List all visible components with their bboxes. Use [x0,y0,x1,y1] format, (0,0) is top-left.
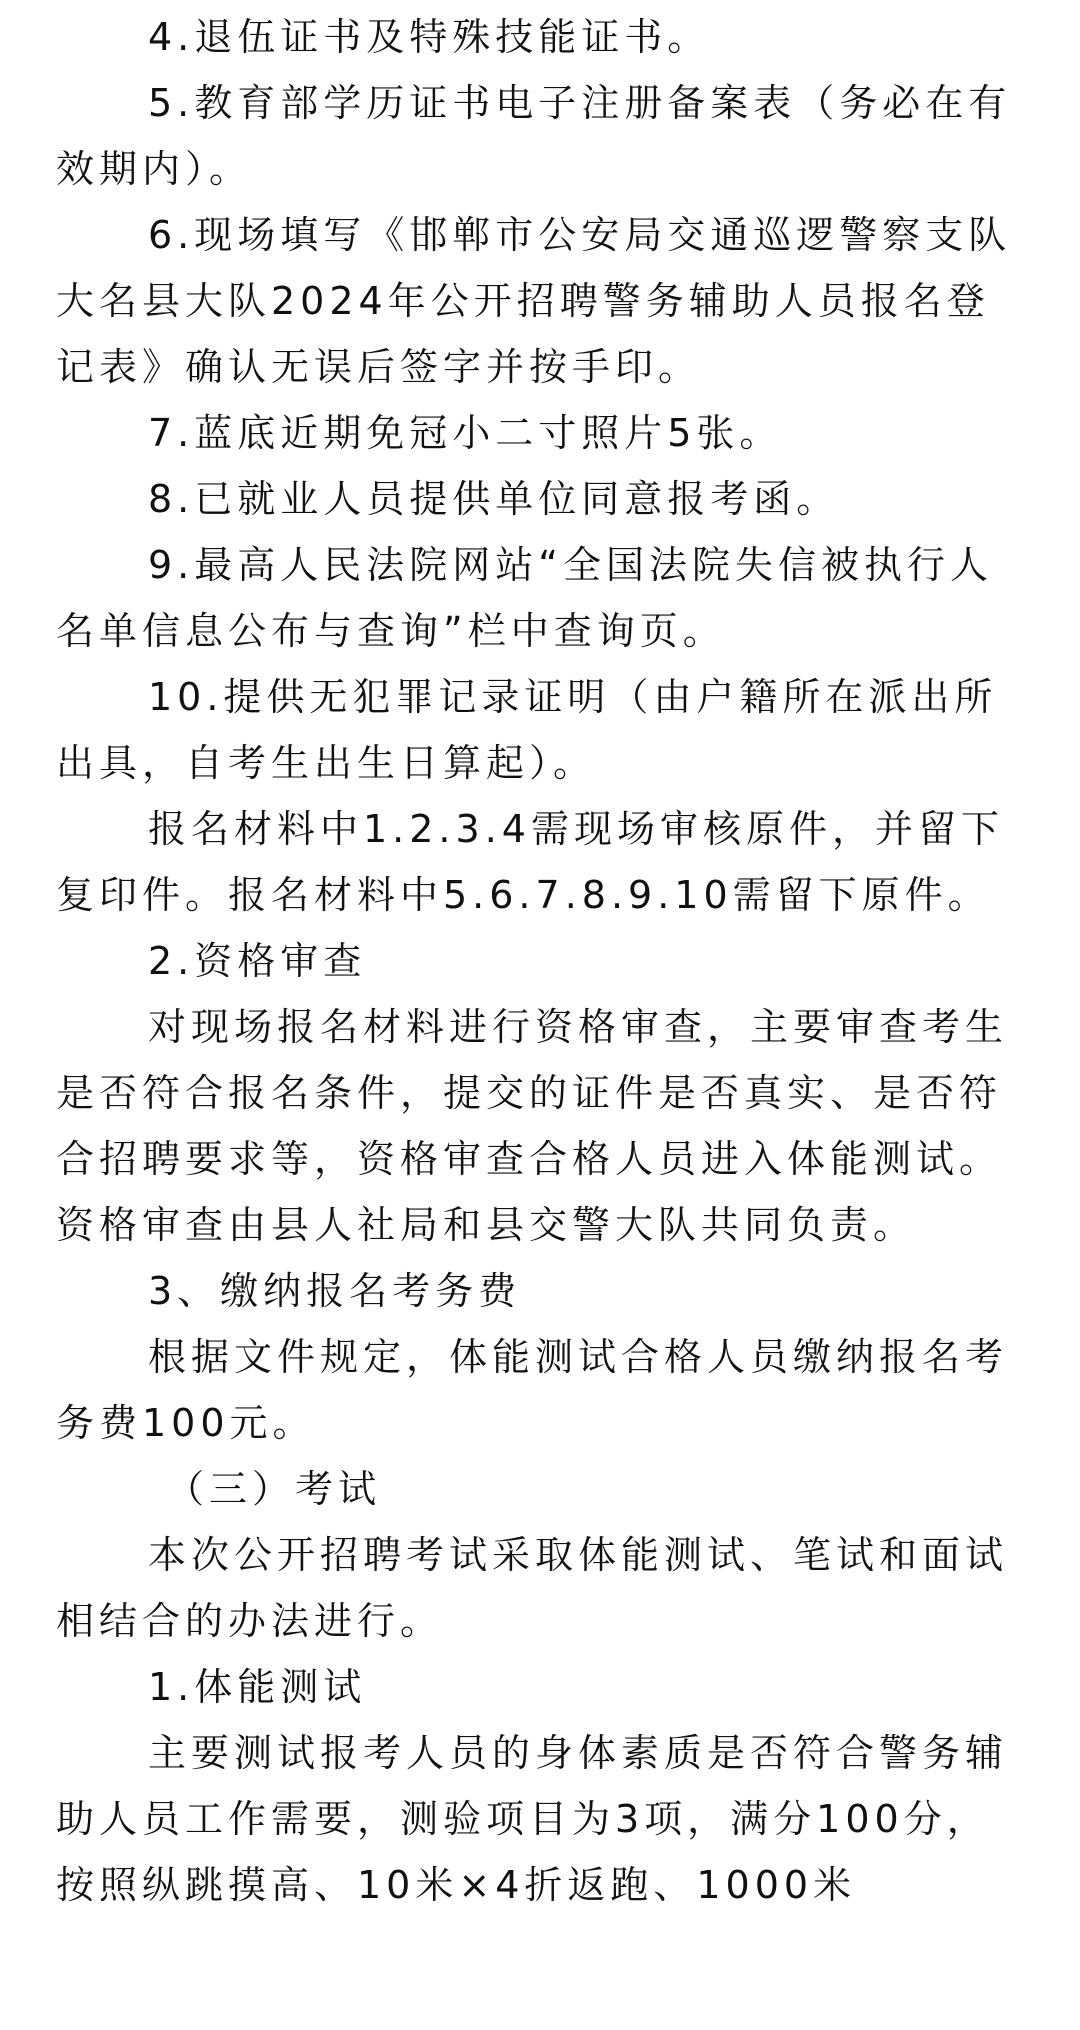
paragraph-item-8: 8.已就业人员提供单位同意报考函。 [148,477,840,521]
paragraph-item-4: 4.退伍证书及特殊技能证书。 [148,15,711,59]
paragraph-item-10: 10.提供无犯罪记录证明（由户籍所在派出所出具，自考生出生日算起）。 [56,675,998,785]
section-heading-qualification-review: 2.资格审查 [148,939,367,983]
section-heading-exam: （三）考试 [166,1467,382,1511]
paragraph-materials-note: 报名材料中1.2.3.4需现场审核原件，并留下复印件。报名材料中5.6.7.8.9.10需留下原件。 [56,807,1004,917]
section-heading-exam-fee: 3、缴纳报名考务费 [148,1269,522,1313]
paragraph-exam-fee: 根据文件规定，体能测试合格人员缴纳报名考务费100元。 [56,1335,1009,1445]
paragraph-exam-method: 本次公开招聘考试采取体能测试、笔试和面试相结合的办法进行。 [56,1533,1009,1643]
paragraph-item-5: 5.教育部学历证书电子注册备案表（务必在有效期内）。 [56,81,1012,191]
paragraph-item-6: 6.现场填写《邯郸市公安局交通巡逻警察支队大名县大队2024年公开招聘警务辅助人员报名登记表》确认无误后签字并按手印。 [56,213,1012,389]
paragraph-physical-test: 主要测试报考人员的身体素质是否符合警务辅助人员工作需要，测验项目为3项，满分100分，按照纵跳摸高、10米×4折返跑、1000米 [56,1731,1009,1907]
document-body [56,4,1024,1918]
section-heading-physical-test: 1.体能测试 [148,1665,367,1709]
paragraph-item-9: 9.最高人民法院网站“全国法院失信被执行人名单信息公布与查询”栏中查询页。 [56,543,993,653]
paragraph-qualification-review: 对现场报名材料进行资格审查，主要审查考生是否符合报名条件，提交的证件是否真实、是否符合招聘要求等，资格审查合格人员进入体能测试。资格审查由县人社局和县交警大队共同负责。 [56,1005,1009,1247]
paragraph-item-7: 7.蓝底近期免冠小二寸照片5张。 [148,411,783,455]
